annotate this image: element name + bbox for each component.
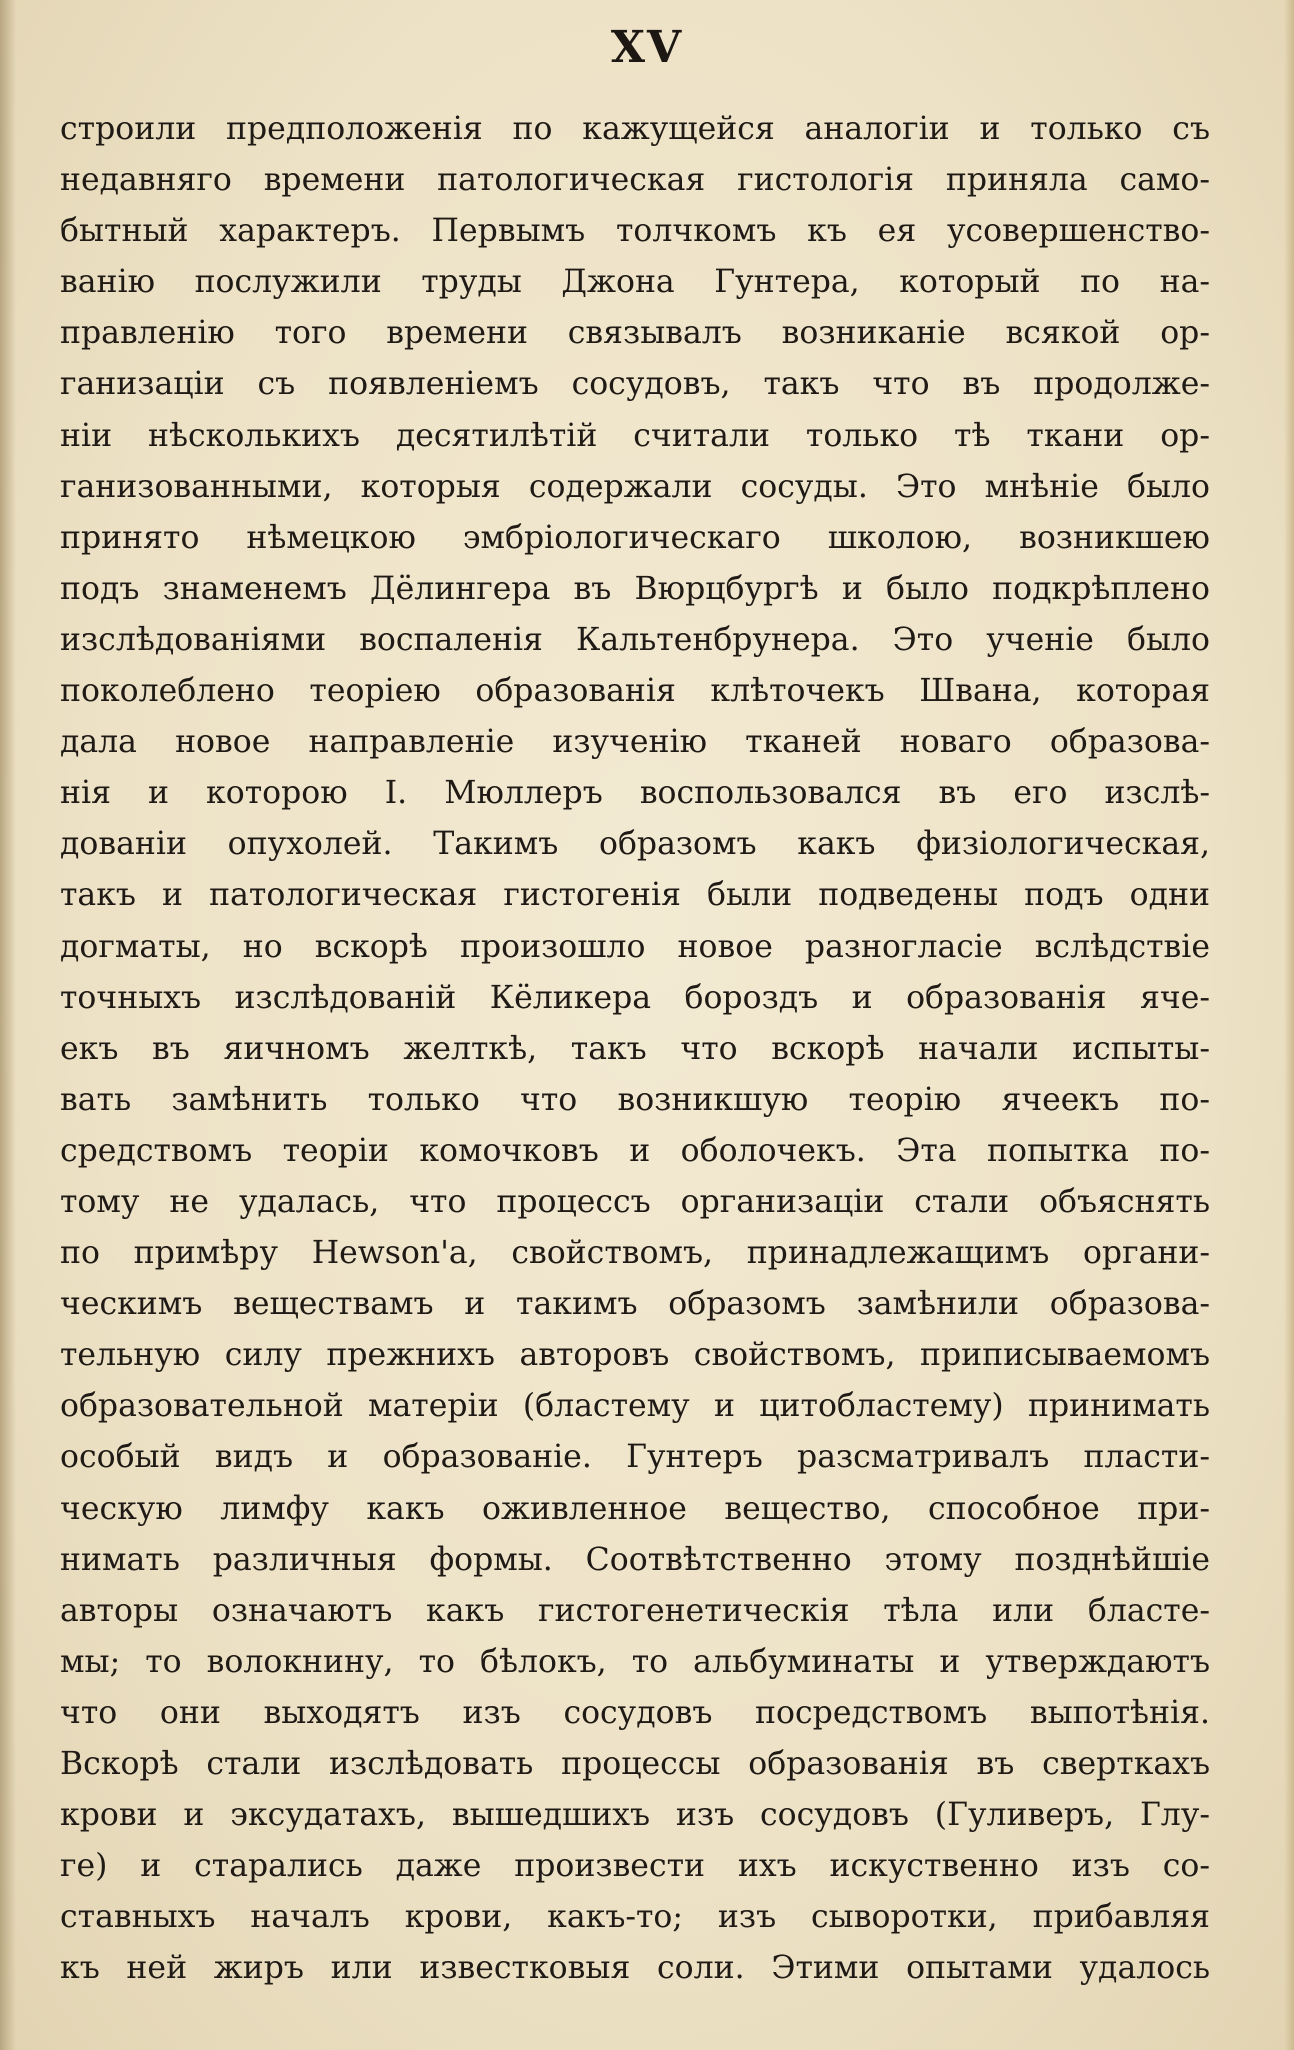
text-line: Вскорѣ стали изслѣдовать процессы образованія въ сверткахъ xyxy=(60,1746,1210,1782)
text-line: недавняго времени патологическая гистологія приняла само- xyxy=(60,162,1210,199)
text-line: екъ въ яичномъ желткѣ, такъ что вскорѣ начали испыты- xyxy=(60,1030,1210,1067)
text-line: вать замѣнить только что возникшую теорію ячеекъ по- xyxy=(60,1081,1210,1118)
text-line: къ ней жиръ или известковыя соли. Этими опытами удалось xyxy=(60,1950,1210,1987)
text-line: образовательной матеріи (бластему и цитобластему) принимать xyxy=(60,1388,1210,1425)
text-line: тому не удалась, что процессъ организаціи стали объяснять xyxy=(60,1183,1210,1220)
text-line: крови и эксудатахъ, вышедшихъ изъ сосудовъ (Гуливеръ, Глу- xyxy=(60,1797,1210,1834)
text-line: ніи нѣсколькихъ десятилѣтій считали только тѣ ткани ор- xyxy=(60,417,1210,454)
text-line: тельную силу прежнихъ авторовъ свойствомъ, приписываемомъ xyxy=(60,1337,1210,1374)
text-line: нимать различныя формы. Соотвѣтственно этому позднѣйшіе xyxy=(60,1541,1210,1578)
text-line: такъ и патологическая гистогенія были подведены подъ одни xyxy=(60,877,1210,914)
text-line: мы; то волокнину, то бѣлокъ, то альбуминаты и утверждаютъ xyxy=(60,1643,1210,1680)
text-line: поколеблено теоріею образованія клѣточекъ Швана, которая xyxy=(60,673,1210,710)
text-line: дованіи опухолей. Такимъ образомъ какъ физіологическая, xyxy=(60,826,1210,863)
text-line: что они выходятъ изъ сосудовъ посредствомъ выпотѣнія. xyxy=(60,1694,1210,1731)
text-line: нія и которою І. Мюллеръ воспользовался въ его изслѣ- xyxy=(60,775,1210,812)
text-line: ганизаціи съ появленіемъ сосудовъ, такъ что въ продолже- xyxy=(60,366,1210,403)
text-line: изслѣдованіями воспаленія Кальтенбрунера. Это ученіе было xyxy=(60,621,1210,658)
text-line: ганизованными, которыя содержали сосуды. Это мнѣніе было xyxy=(60,468,1210,505)
text-line: бытный характеръ. Первымъ толчкомъ къ ея усовершенство- xyxy=(60,213,1210,250)
text-line: авторы означаютъ какъ гистогенетическія тѣла или бласте- xyxy=(60,1592,1210,1629)
text-line: строили предположенія по кажущейся аналогіи и только съ xyxy=(60,111,1210,147)
text-line: принято нѣмецкою эмбріологическаго школою, возникшею xyxy=(60,519,1210,556)
text-line: подъ знаменемъ Дёлингера въ Вюрцбургѣ и было подкрѣплено xyxy=(60,570,1210,607)
text-line: ческую лимфу какъ оживленное вещество, способное при- xyxy=(60,1490,1210,1527)
page-number: XV xyxy=(610,22,684,73)
body-text xyxy=(60,104,1210,1994)
text-line: точныхъ изслѣдованій Кёликера бороздъ и образованія яче- xyxy=(60,979,1210,1016)
text-line: средствомъ теоріи комочковъ и оболочекъ. Эта попытка по- xyxy=(60,1132,1210,1169)
text-line: догматы, но вскорѣ произошло новое разногласіе вслѣдствіе xyxy=(60,928,1210,965)
text-line: ставныхъ началъ крови, какъ-то; изъ сыворотки, прибавляя xyxy=(60,1899,1210,1936)
text-line: ческимъ веществамъ и такимъ образомъ замѣнили образова- xyxy=(60,1286,1210,1323)
text-line: правленію того времени связывалъ возниканіе всякой ор- xyxy=(60,315,1210,352)
text-line: дала новое направленіе изученію тканей новаго образова- xyxy=(60,724,1210,761)
text-line: по примѣру Hewson'а, свойствомъ, принадлежащимъ органи- xyxy=(60,1235,1210,1272)
text-line: особый видъ и образованіе. Гунтеръ разсматривалъ пласти- xyxy=(60,1439,1210,1476)
text-line: ванію послужили труды Джона Гунтера, который по на- xyxy=(60,264,1210,301)
text-line: ге) и старались даже произвести ихъ искуственно изъ со- xyxy=(60,1848,1210,1885)
